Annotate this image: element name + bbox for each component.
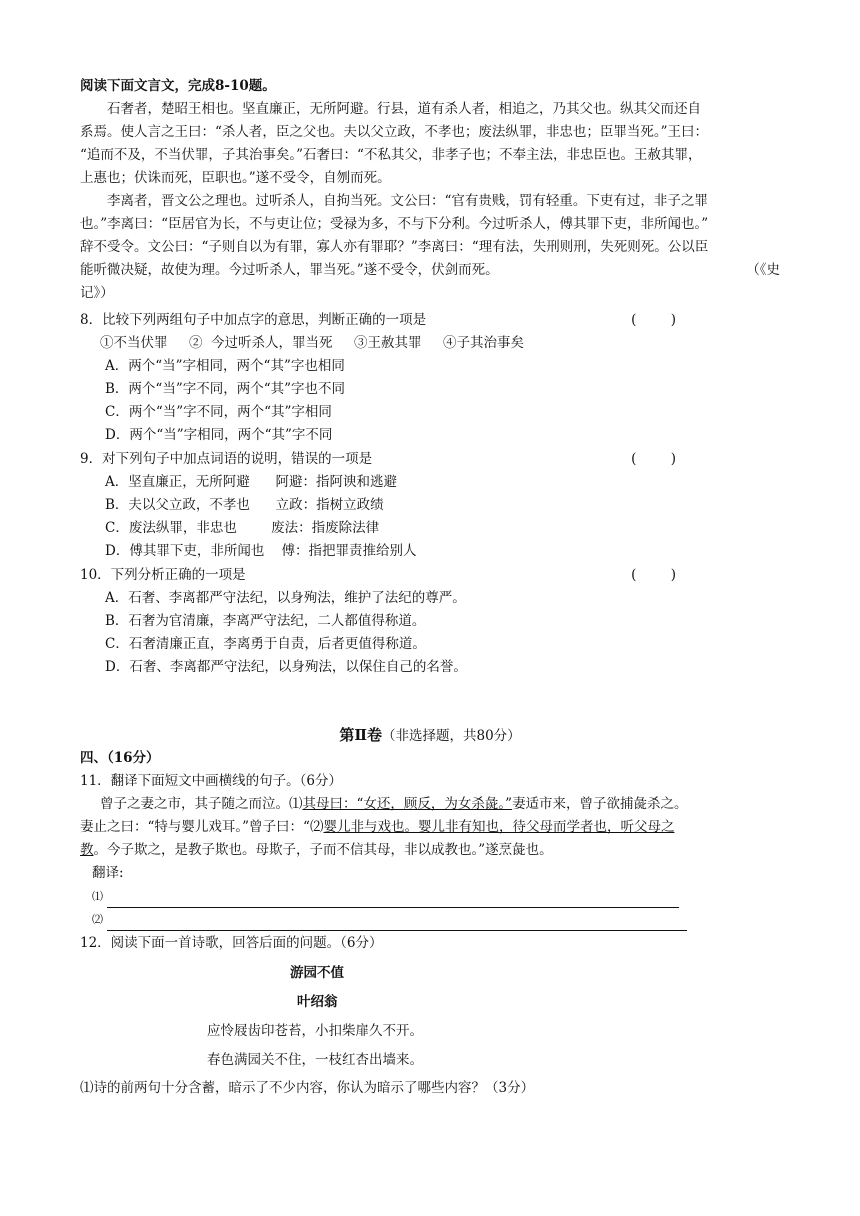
passage-line: 李离者，晋文公之理也。过听杀人，自拘当死。文公曰：“官有贵贱，罚有轻重。下吏有过，非子之罪: [107, 193, 708, 209]
question-stem: 10．下列分析正确的一项是: [80, 567, 246, 583]
question-stem: 9．对下列句子中加点词语的说明，错误的一项是: [80, 451, 373, 467]
answer-parentheses: ( ): [631, 312, 676, 328]
answer-blank-1[interactable]: [80, 885, 780, 908]
source-citation-end: 记》）: [80, 285, 114, 301]
passage-line: 也。”李离曰：“臣居官为长，不与吏让位；受禄为多，不与下分利。今过听杀人，傅其罪下吏，非所闻也。”: [80, 216, 709, 232]
example-sentences: ①不当伏罪 ② 今过听杀人，罪当死 ③王赦其罪 ④子其治事矣: [100, 335, 524, 351]
part-2-subtitle: （非选择题，共80分）: [381, 728, 521, 744]
passage-paragraph-2: [80, 190, 780, 305]
answer-parentheses: ( ): [631, 567, 676, 583]
option-b: B．两个“当”字不同，两个“其”字也不同: [105, 381, 346, 397]
question-9: [80, 448, 780, 563]
sub-question-1: ⑴诗的前两句十分含蓄，暗示了不少内容，你认为暗示了哪些内容？（3分）: [80, 1080, 535, 1096]
part-2-title: [80, 724, 780, 748]
answer-parentheses: ( ): [631, 451, 676, 467]
translate-label: 翻译:: [92, 865, 124, 881]
poem-author: 叶绍翁: [297, 994, 338, 1010]
section-heading: 阅读下面文言文，完成8-10题。: [80, 78, 276, 94]
passage-text: 。今子欺之，是教子欺也。母欺子，子而不信其母，非以成教也。”遂烹彘也。: [93, 842, 553, 858]
option-d: D．石奢、李离都严守法纪，以身殉法，以保住自己的名誉。: [105, 659, 467, 675]
question-8: [80, 309, 780, 447]
blank-number: ⑴: [92, 890, 103, 903]
passage-line: [80, 816, 780, 839]
passage-text: 妻止之曰：“特与婴儿戏耳。”曾子曰：“⑵: [80, 819, 324, 835]
question-12: [80, 932, 780, 955]
passage-line: [80, 793, 780, 816]
option-c: C．废法纵罪，非忠也 废法：指废除法律: [105, 520, 380, 536]
option-d: D．傅其罪下吏，非所闻也 傅：指把罪责推给别人: [105, 543, 417, 559]
underlined-sentence-2: 婴儿非与戏也。婴儿非有知也，待父母而学者也，听父母之: [323, 819, 675, 835]
passage-text: 曾子之妻之市，其子随之而泣。⑴: [100, 796, 303, 812]
passage-line: 上惠也；伏诛而死，臣职也。”遂不受令，自刎而死。: [80, 170, 391, 186]
answer-line: [107, 893, 679, 908]
underlined-sentence-2-end: 教: [80, 842, 94, 858]
passage-line: [80, 259, 780, 282]
option-b: B．夫以父立政，不孝也 立政：指树立政绩: [105, 497, 384, 513]
source-citation: （《史: [746, 262, 780, 278]
answer-line: [107, 916, 687, 931]
option-a: A．坚直廉正，无所阿避 阿避：指阿谀和逃避: [105, 474, 397, 490]
option-a: A．两个“当”字相同，两个“其”字也相同: [105, 358, 345, 374]
passage-paragraph-1: [80, 98, 780, 190]
answer-blank-2[interactable]: [80, 908, 780, 931]
blank-number: ⑵: [92, 913, 103, 926]
poem-line-1: 应怜屐齿印苍苔，小扣柴扉久不开。: [207, 1023, 423, 1039]
passage-line: 石奢者，楚昭王相也。坚直廉正，无所阿避。行县，道有杀人者，相追之，乃其父也。纵其父而还自: [107, 101, 701, 117]
question-stem: 11．翻译下面短文中画横线的句子。（6分）: [80, 773, 343, 789]
option-c: C．两个“当”字不同，两个“其”字相同: [105, 404, 332, 420]
option-a: A．石奢、李离都严守法纪，以身殉法，维护了法纪的尊严。: [105, 590, 466, 606]
poem-title: 游园不值: [290, 965, 344, 981]
option-d: D．两个“当”字相同，两个“其”字不同: [105, 427, 333, 443]
question-stem: 8．比较下列两组句子中加点字的意思，判断正确的一项是: [80, 312, 427, 328]
passage-line: [80, 839, 780, 862]
question-stem: 12．阅读下面一首诗歌，回答后面的问题。（6分）: [80, 935, 383, 951]
part-2-label: 第Ⅱ卷: [339, 726, 382, 744]
underlined-sentence-1: 其母曰：“女还，顾反，为女杀彘。”: [302, 796, 513, 812]
passage-line-text: 能听微决疑，故使为理。今过听杀人，罪当死。”遂不受令，伏剑而死。: [80, 262, 499, 278]
passage-line: 系焉。使人言之王曰：“杀人者，臣之父也。夫以父立政，不孝也；废法纵罪，非忠也；臣罪当死。”王曰：: [80, 124, 709, 140]
question-10: [80, 564, 780, 679]
passage-line: 辞不受令。文公曰：“子则自以为有罪，寡人亦有罪耶？”李离曰：“理有法，失刑则刑，失死则死。公以臣: [80, 239, 709, 255]
option-c: C．石奢清廉正直，李离勇于自责，后者更值得称道。: [105, 636, 426, 652]
passage-text: 妻适市来，曾子欲捕彘杀之。: [512, 796, 688, 812]
poem-line-2: 春色满园关不住，一枝红杏出墙来。: [207, 1052, 423, 1068]
option-b: B．石奢为官清廉，李离严守法纪，二人都值得称道。: [105, 613, 426, 629]
question-11: [80, 770, 780, 931]
section-4-heading: 四、（16分）: [80, 750, 160, 766]
passage-line: “追而不及，不当伏罪，子其治事矣。”石奢曰：“不私其父，非孝子也；不奉主法，非忠臣也。王赦其罪，: [80, 147, 702, 163]
